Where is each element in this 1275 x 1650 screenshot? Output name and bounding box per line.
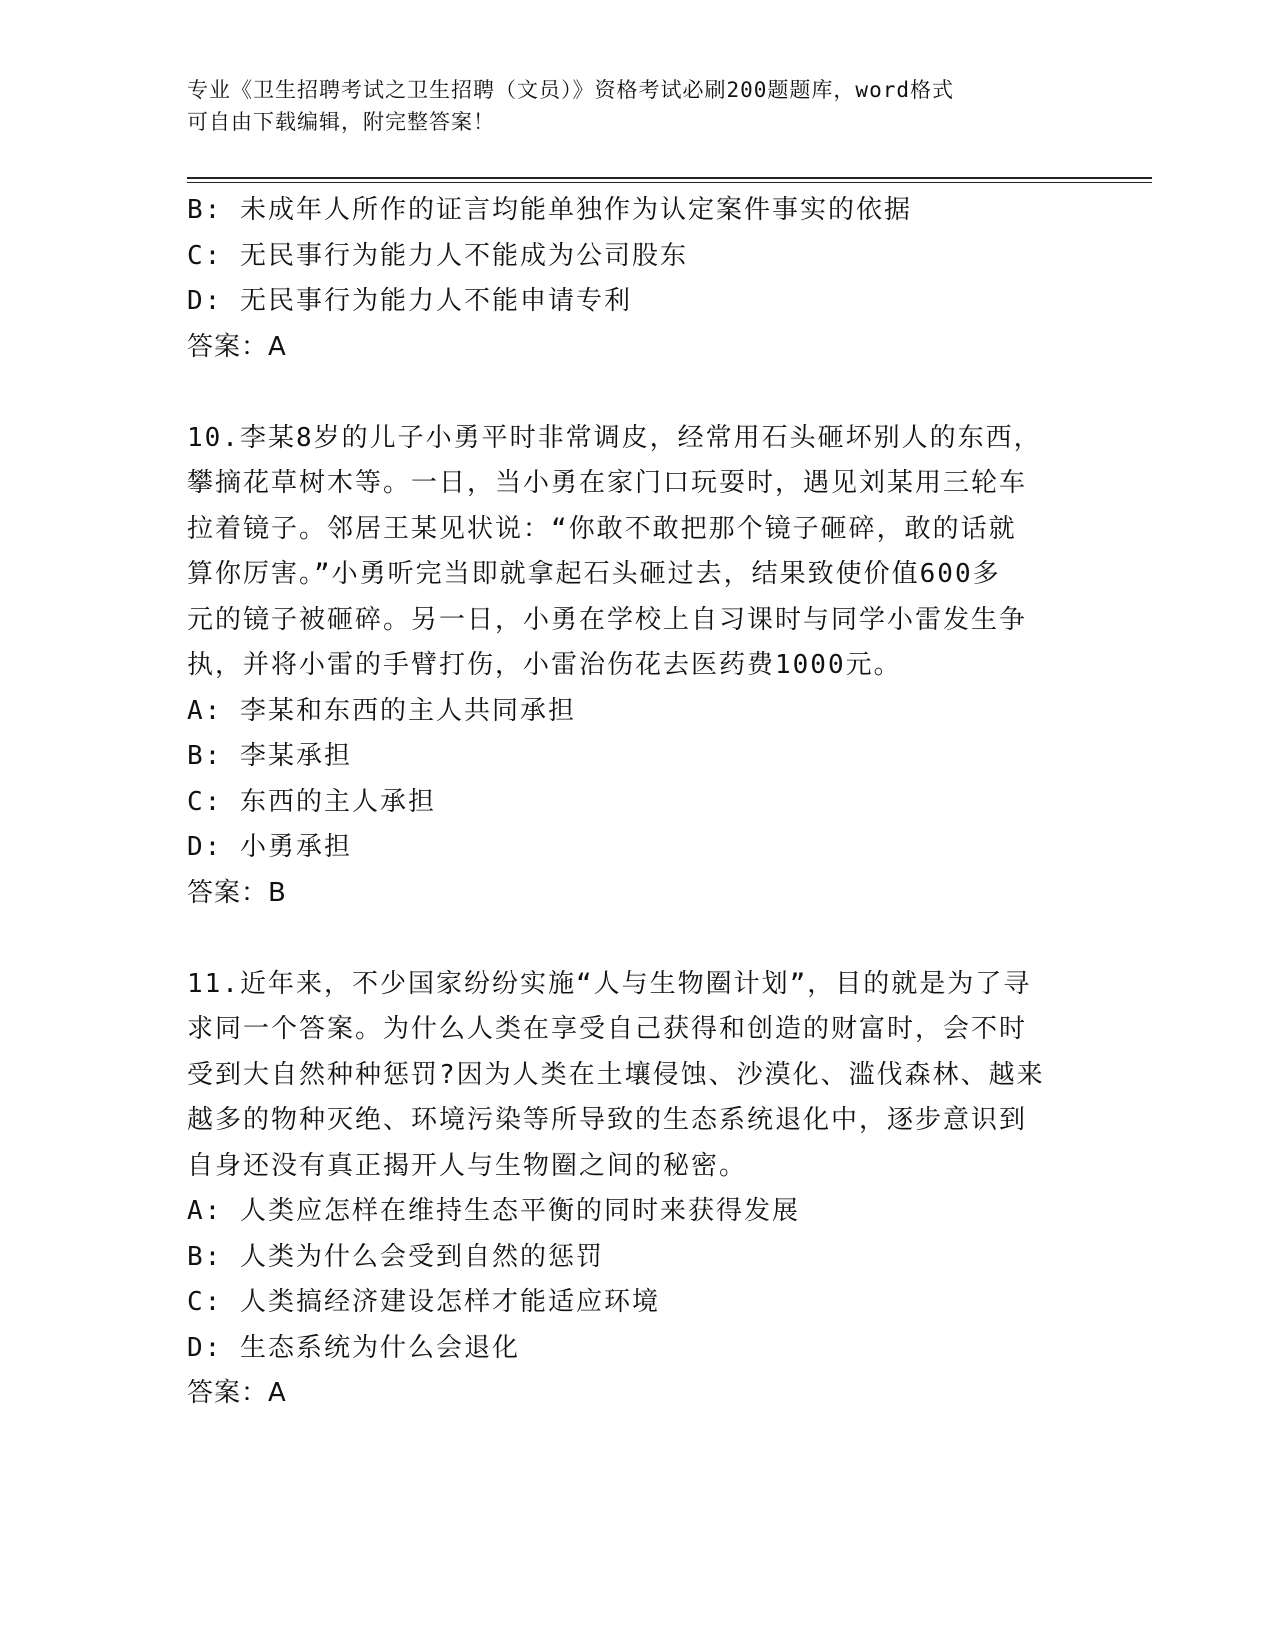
- answer: 答案：A: [187, 331, 287, 362]
- option-b: B: 人类为什么会受到自然的惩罚: [187, 1241, 604, 1272]
- option-b: B: 李某承担: [187, 741, 352, 771]
- option-c: C: 人类搞经济建设怎样才能适应环境: [187, 1287, 660, 1317]
- question-10-line: 算你厉害。”小勇听完当即就拿起石头砸过去，结果致使价值600多: [187, 559, 1001, 589]
- document-body: [187, 188, 1067, 1417]
- question-10-line: 攀摘花草树木等。一日，当小勇在家门口玩耍时，遇见刘某用三轮车: [187, 468, 1028, 498]
- document-header: [187, 74, 1087, 138]
- question-11-line: 11.近年来，不少国家纷纷实施“人与生物圈计划”，目的就是为了寻: [187, 968, 1032, 999]
- header-divider-thick: [187, 177, 1152, 179]
- option-c: C: 无民事行为能力人不能成为公司股东: [187, 240, 688, 271]
- question-11-line: 受到大自然种种惩罚?因为人类在土壤侵蚀、沙漠化、滥伐森林、越来: [187, 1059, 1045, 1090]
- answer: 答案：A: [187, 1378, 287, 1408]
- option-a: A: 人类应怎样在维持生态平衡的同时来获得发展: [187, 1196, 800, 1226]
- option-c: C: 东西的主人承担: [187, 786, 436, 817]
- option-a: A: 李某和东西的主人共同承担: [187, 695, 576, 726]
- question-10-line: 元的镜子被砸碎。另一日，小勇在学校上自习课时与同学小雷发生争: [187, 604, 1028, 635]
- answer: 答案：B: [187, 877, 287, 908]
- option-d: D: 小勇承担: [187, 832, 352, 862]
- question-10-line: 执，并将小雷的手臂打伤，小雷治伤花去医药费1000元。: [187, 650, 902, 680]
- header-divider-thin: [187, 182, 1152, 183]
- option-d: D: 无民事行为能力人不能申请专利: [187, 286, 632, 316]
- question-10-line: 10.李某8岁的儿子小勇平时非常调皮，经常用石头砸坏别人的东西，: [187, 422, 1042, 453]
- header-line-1: 专业《卫生招聘考试之卫生招聘（文员）》资格考试必刷200题题库，word格式: [187, 78, 954, 102]
- question-11-line: 求同一个答案。为什么人类在享受自己获得和创造的财富时，会不时: [187, 1014, 1028, 1044]
- question-11-line: 自身还没有真正揭开人与生物圈之间的秘密。: [187, 1150, 748, 1181]
- question-10-line: 拉着镜子。邻居王某见状说：“你敢不敢把那个镜子砸碎，敢的话就: [187, 513, 1017, 544]
- option-d: D: 生态系统为什么会退化: [187, 1332, 520, 1363]
- option-b: B: 未成年人所作的证言均能单独作为认定案件事实的依据: [187, 195, 912, 225]
- header-line-2: 可自由下载编辑，附完整答案！: [187, 110, 495, 134]
- question-11-line: 越多的物种灭绝、环境污染等所导致的生态系统退化中，逐步意识到: [187, 1105, 1028, 1135]
